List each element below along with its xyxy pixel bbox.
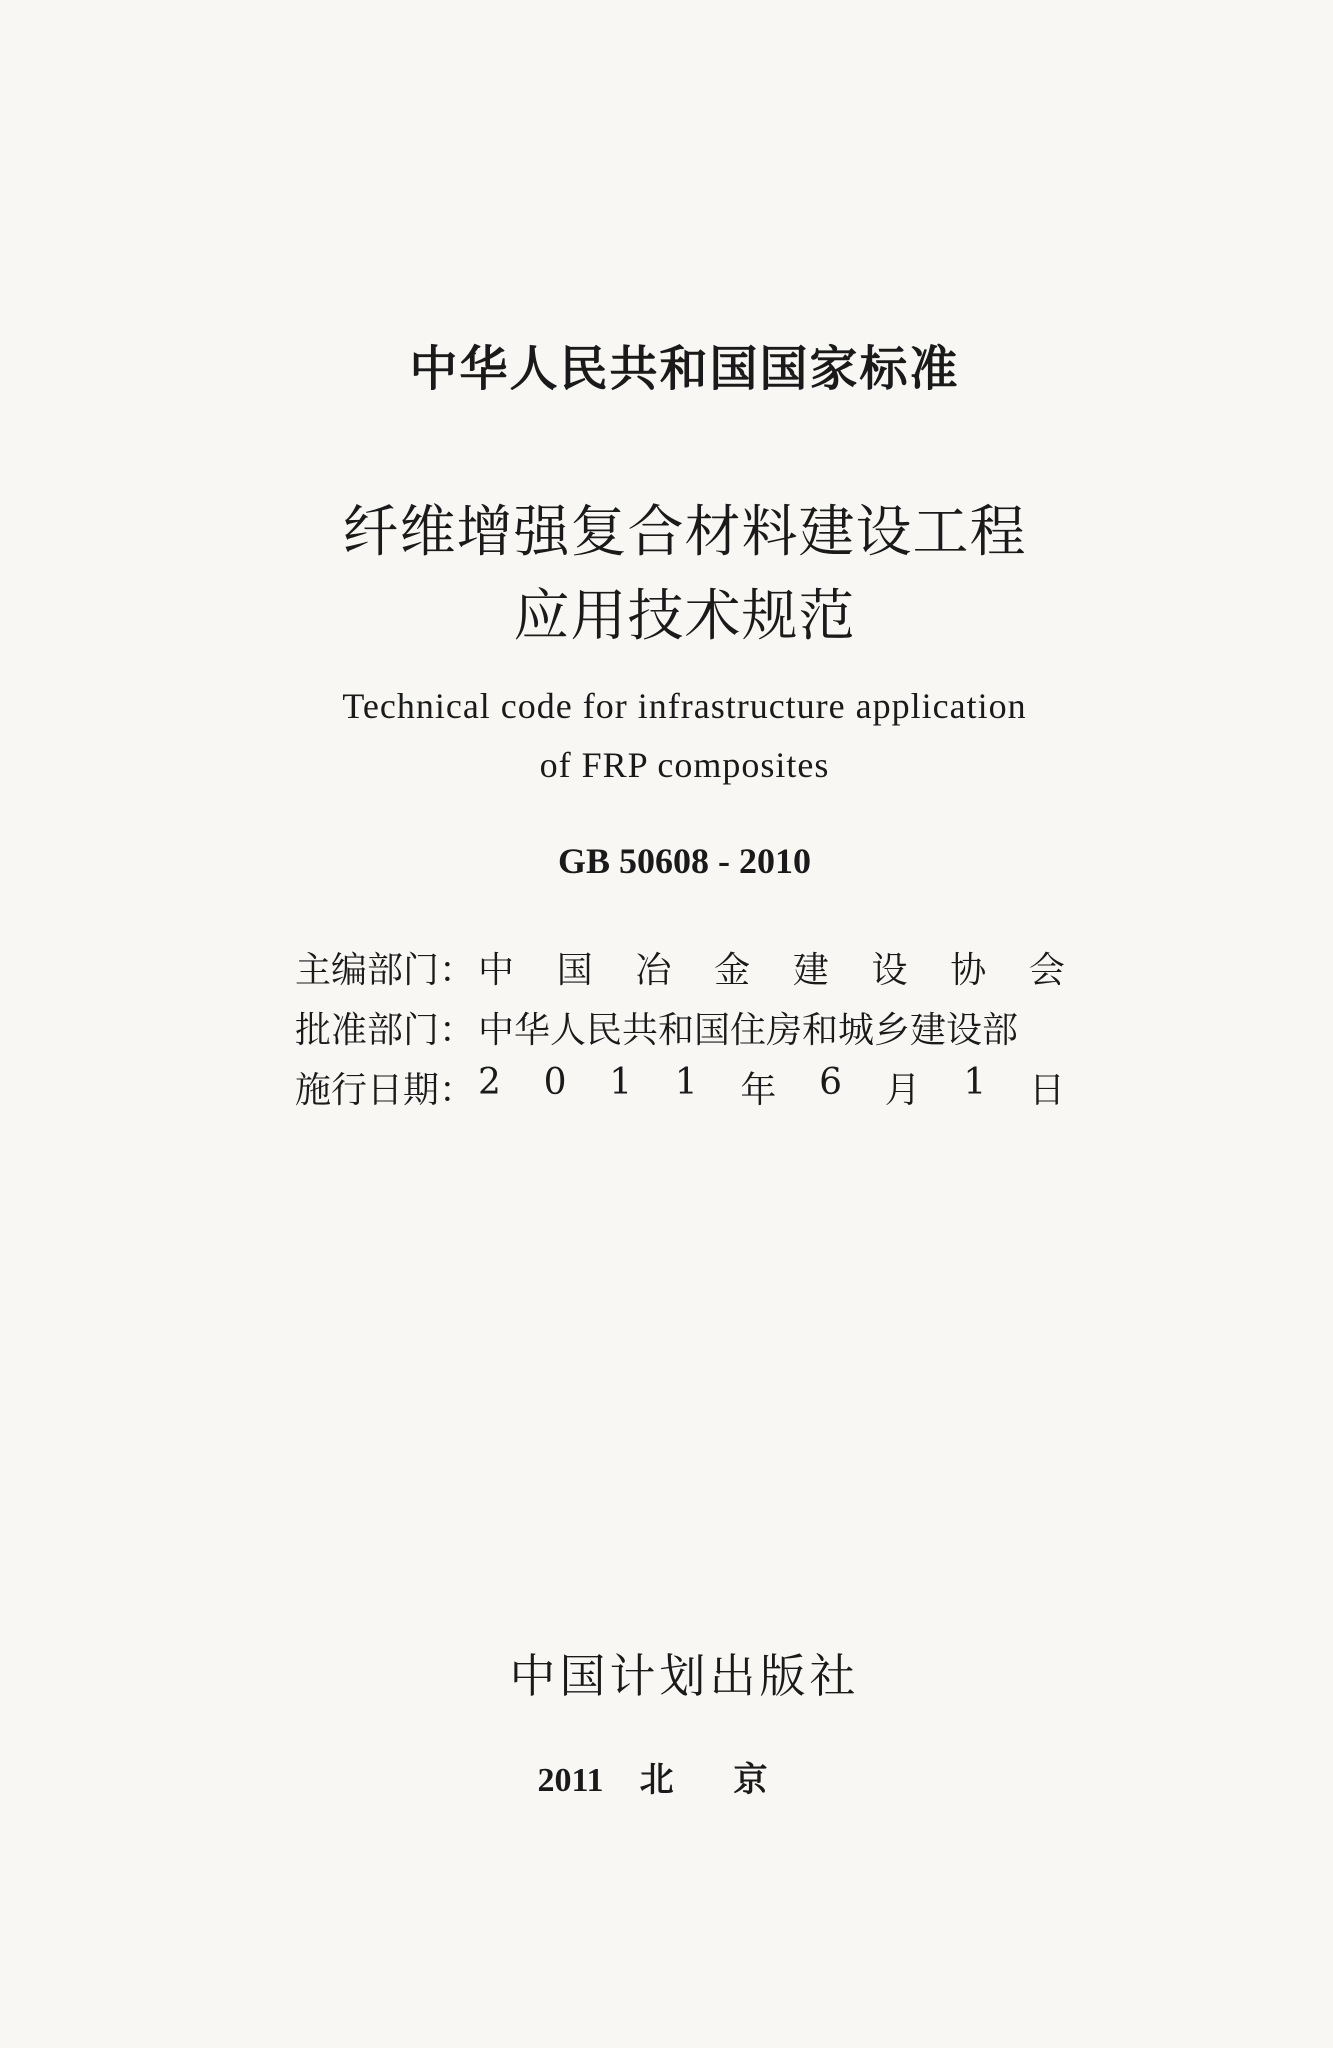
effective-date-char: 0 — [543, 1062, 567, 1103]
chief-editor-label: 主编部门： — [295, 950, 476, 991]
approved-by-row — [295, 1002, 1065, 1062]
chief-editor-char: 协 — [950, 950, 987, 991]
chief-editor-value — [478, 942, 1065, 993]
chief-editor-char: 中 — [478, 950, 515, 991]
effective-date-char: 1 — [674, 1062, 698, 1103]
effective-date-label: 施行日期： — [295, 1070, 476, 1111]
effective-date-char: 年 — [740, 1070, 777, 1111]
chief-editor-row — [295, 942, 1065, 1002]
english-title-line-2: of FRP composites — [539, 745, 830, 785]
publisher-name: 中国计划出版社 — [509, 1649, 860, 1703]
chief-editor-char: 设 — [871, 950, 908, 991]
effective-date-char: 6 — [819, 1062, 842, 1103]
effective-date-char: 2 — [478, 1062, 501, 1103]
chief-editor-char: 建 — [792, 950, 829, 991]
standard-series-heading: 中华人民共和国国家标准 — [409, 341, 960, 397]
effective-date-value — [478, 1062, 1065, 1113]
chief-editor-char: 金 — [714, 950, 751, 991]
imprint-city: 北京 — [639, 1762, 828, 1799]
imprint-year: 2011 — [537, 1762, 604, 1799]
document-title-line-2: 应用技术规范 — [513, 584, 856, 649]
imprint-line — [16, 1752, 1333, 1801]
approved-by-label: 批准部门： — [295, 1010, 476, 1051]
effective-date-char: 1 — [609, 1062, 633, 1103]
chief-editor-char: 冶 — [635, 950, 672, 991]
approved-by-value: 中华人民共和国住房和城乡建设部 — [478, 1010, 1019, 1051]
effective-date-char: 1 — [963, 1062, 987, 1103]
document-title-line-1: 纤维增强复合材料建设工程 — [342, 500, 1027, 565]
effective-date-row — [295, 1062, 1065, 1122]
effective-date-char: 日 — [1028, 1070, 1065, 1111]
chief-editor-char: 国 — [556, 950, 593, 991]
effective-date-char: 月 — [884, 1070, 921, 1111]
chief-editor-char: 会 — [1028, 950, 1065, 991]
standard-code: GB 50608 - 2010 — [557, 841, 811, 881]
english-title-line-1: Technical code for infrastructure application — [342, 686, 1027, 726]
